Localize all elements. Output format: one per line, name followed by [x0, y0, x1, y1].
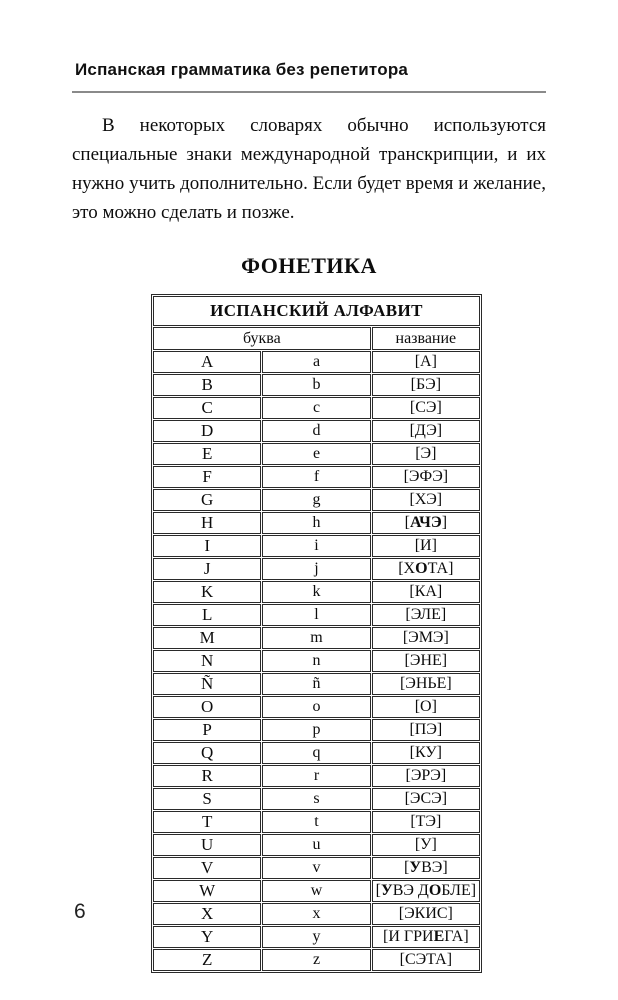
letter-name: [КУ]: [372, 742, 480, 764]
letter-uppercase: P: [153, 719, 261, 741]
intro-paragraph: В некоторых словарях обычно используются специальные знаки международной транскрипции, и их нужно учить дополнительно. Если будет время и желание, это можно сделать и позже.: [72, 115, 546, 223]
letter-uppercase: E: [153, 443, 261, 465]
letter-name: [ХЭ]: [372, 489, 480, 511]
header-rule: [72, 91, 546, 93]
column-header-letter: буква: [153, 327, 371, 350]
alphabet-row-a: [153, 351, 480, 373]
letter-lowercase: v: [262, 857, 370, 879]
letter-lowercase: u: [262, 834, 370, 856]
letter-name: [ЭЛЕ]: [372, 604, 480, 626]
letter-lowercase: q: [262, 742, 370, 764]
letter-name: [ЭРЭ]: [372, 765, 480, 787]
letter-name: [ЭСЭ]: [372, 788, 480, 810]
letter-lowercase: b: [262, 374, 370, 396]
letter-uppercase: F: [153, 466, 261, 488]
alphabet-row-w: [153, 880, 480, 902]
letter-uppercase: U: [153, 834, 261, 856]
letter-uppercase: Y: [153, 926, 261, 948]
letter-lowercase: s: [262, 788, 370, 810]
alphabet-row-t: [153, 811, 480, 833]
letter-lowercase: k: [262, 581, 370, 603]
book-title: Испанская грамматика без репетитора: [75, 60, 409, 79]
alphabet-row-e: [153, 443, 480, 465]
alphabet-row-p: [153, 719, 480, 741]
table-title: ИСПАНСКИЙ АЛФАВИТ: [153, 296, 480, 326]
letter-name: [ДЭ]: [372, 420, 480, 442]
alphabet-row-d: [153, 420, 480, 442]
letter-uppercase: M: [153, 627, 261, 649]
letter-uppercase: Ñ: [153, 673, 261, 695]
letter-name: [АЧЭ]: [372, 512, 480, 534]
letter-uppercase: Z: [153, 949, 261, 971]
alphabet-row-h: [153, 512, 480, 534]
letter-uppercase: B: [153, 374, 261, 396]
letter-name: [У]: [372, 834, 480, 856]
letter-uppercase: H: [153, 512, 261, 534]
letter-name: [ТЭ]: [372, 811, 480, 833]
letter-lowercase: i: [262, 535, 370, 557]
letter-lowercase: h: [262, 512, 370, 534]
letter-uppercase: A: [153, 351, 261, 373]
letter-uppercase: O: [153, 696, 261, 718]
table-header-row: [153, 327, 480, 350]
letter-uppercase: T: [153, 811, 261, 833]
letter-uppercase: K: [153, 581, 261, 603]
letter-name: [ПЭ]: [372, 719, 480, 741]
letter-name: [ХОТА]: [372, 558, 480, 580]
alphabet-row-n: [153, 650, 480, 672]
letter-lowercase: n: [262, 650, 370, 672]
letter-lowercase: r: [262, 765, 370, 787]
alphabet-row-g: [153, 489, 480, 511]
letter-name: [ЭМЭ]: [372, 627, 480, 649]
alphabet-row-z: [153, 949, 480, 971]
alphabet-row-i: [153, 535, 480, 557]
letter-name: [ЭФЭ]: [372, 466, 480, 488]
letter-lowercase: p: [262, 719, 370, 741]
alphabet-row-u: [153, 834, 480, 856]
alphabet-row-f: [153, 466, 480, 488]
letter-uppercase: N: [153, 650, 261, 672]
letter-uppercase: W: [153, 880, 261, 902]
letter-lowercase: y: [262, 926, 370, 948]
letter-name: [БЭ]: [372, 374, 480, 396]
alphabet-row-ñ: [153, 673, 480, 695]
alphabet-row-l: [153, 604, 480, 626]
letter-name: [И]: [372, 535, 480, 557]
alphabet-row-m: [153, 627, 480, 649]
letter-uppercase: I: [153, 535, 261, 557]
letter-lowercase: m: [262, 627, 370, 649]
letter-lowercase: o: [262, 696, 370, 718]
letter-uppercase: L: [153, 604, 261, 626]
letter-name: [СЭ]: [372, 397, 480, 419]
letter-uppercase: Q: [153, 742, 261, 764]
letter-name: [ЭКИС]: [372, 903, 480, 925]
alphabet-row-q: [153, 742, 480, 764]
column-header-name: название: [372, 327, 480, 350]
letter-lowercase: a: [262, 351, 370, 373]
letter-lowercase: f: [262, 466, 370, 488]
alphabet-table-body: [153, 351, 480, 971]
letter-name: [О]: [372, 696, 480, 718]
spanish-alphabet-table: [151, 294, 482, 973]
letter-uppercase: X: [153, 903, 261, 925]
alphabet-row-j: [153, 558, 480, 580]
letter-lowercase: d: [262, 420, 370, 442]
letter-uppercase: D: [153, 420, 261, 442]
letter-name: [КА]: [372, 581, 480, 603]
letter-name: [УВЭ]: [372, 857, 480, 879]
letter-uppercase: G: [153, 489, 261, 511]
letter-uppercase: S: [153, 788, 261, 810]
letter-lowercase: z: [262, 949, 370, 971]
table-title-row: [153, 296, 480, 326]
letter-lowercase: x: [262, 903, 370, 925]
running-head: [72, 0, 546, 93]
alphabet-row-o: [153, 696, 480, 718]
letter-lowercase: ñ: [262, 673, 370, 695]
letter-lowercase: g: [262, 489, 370, 511]
letter-lowercase: t: [262, 811, 370, 833]
letter-uppercase: V: [153, 857, 261, 879]
alphabet-row-k: [153, 581, 480, 603]
letter-uppercase: R: [153, 765, 261, 787]
letter-lowercase: l: [262, 604, 370, 626]
letter-name: [И ГРИЕГА]: [372, 926, 480, 948]
section-title: ФОНЕТИКА: [241, 253, 377, 278]
letter-lowercase: w: [262, 880, 370, 902]
alphabet-row-v: [153, 857, 480, 879]
letter-name: [Э]: [372, 443, 480, 465]
alphabet-row-b: [153, 374, 480, 396]
letter-name: [ЭНЕ]: [372, 650, 480, 672]
alphabet-row-c: [153, 397, 480, 419]
letter-name: [А]: [372, 351, 480, 373]
alphabet-row-s: [153, 788, 480, 810]
alphabet-row-y: [153, 926, 480, 948]
letter-name: [УВЭ ДОБЛЕ]: [372, 880, 480, 902]
alphabet-row-x: [153, 903, 480, 925]
letter-lowercase: c: [262, 397, 370, 419]
letter-name: [ЭНЬЕ]: [372, 673, 480, 695]
letter-name: [СЭТА]: [372, 949, 480, 971]
letter-uppercase: C: [153, 397, 261, 419]
page-number: 6: [74, 900, 86, 923]
letter-lowercase: e: [262, 443, 370, 465]
letter-uppercase: J: [153, 558, 261, 580]
alphabet-row-r: [153, 765, 480, 787]
letter-lowercase: j: [262, 558, 370, 580]
